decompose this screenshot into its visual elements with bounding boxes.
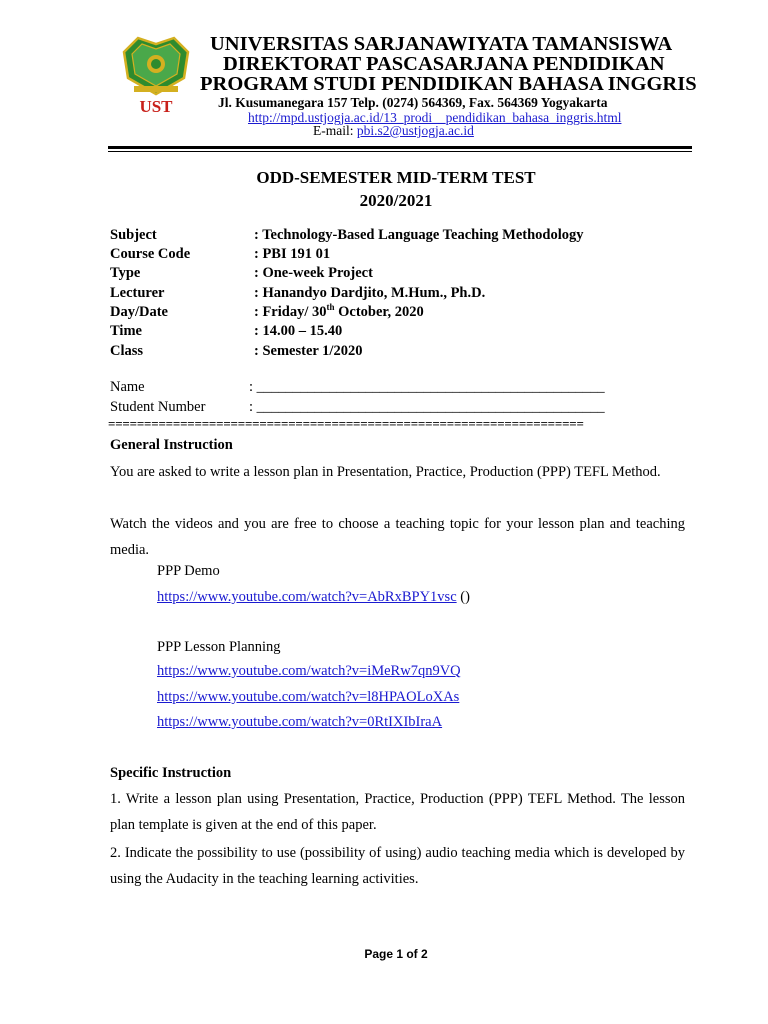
name-field[interactable]: : ________________________________________________ [249, 379, 605, 395]
email-link[interactable]: pbi.s2@ustjogja.ac.id [356, 123, 474, 138]
university-name: UNIVERSITAS SARJANAWIYATA TAMANSISWA [210, 33, 673, 55]
lecturer-label: Lecturer [110, 285, 165, 301]
header-rule-thick [108, 146, 692, 149]
ppp-planning-link-1[interactable]: https://www.youtube.com/watch?v=iMeRw7qn9VQ [157, 663, 461, 679]
ppp-demo-link[interactable]: https://www.youtube.com/watch?v=AbRxBPY1vsc [157, 589, 457, 605]
subject-value: : Technology-Based Language Teaching Methodology [254, 227, 584, 243]
name-label: Name [110, 379, 145, 395]
ppp-demo-label: PPP Demo [157, 563, 220, 579]
website-link[interactable]: http://mpd.ustjogja.ac.id/13_prodi__pendidikan_bahasa_inggris.html [248, 110, 622, 125]
type-value: : One-week Project [254, 265, 373, 281]
email-row [313, 123, 474, 139]
general-paragraph-1: You are asked to write a lesson plan in Presentation, Practice, Production (PPP) TEFL Method. [110, 464, 661, 480]
lecturer-value: : Hanandyo Dardjito, M.Hum., Ph.D. [254, 285, 486, 301]
subject-label: Subject [110, 227, 157, 243]
course-code-value: : PBI 191 01 [254, 246, 331, 262]
test-title: ODD-SEMESTER MID-TERM TEST [256, 168, 536, 187]
time-value: : 14.00 – 15.40 [254, 323, 343, 339]
class-value: : Semester 1/2020 [254, 343, 363, 359]
specific-instruction-heading: Specific Instruction [110, 765, 232, 781]
ppp-demo-suffix: () [456, 589, 470, 605]
header-rule-thin [108, 151, 692, 152]
page-number: Page 1 of 2 [364, 947, 428, 961]
email-label: E-mail: [313, 123, 357, 138]
ppp-demo-row [157, 589, 470, 606]
test-year: 2020/2021 [359, 191, 433, 210]
study-program-name: PROGRAM STUDI PENDIDIKAN BAHASA INGGRIS [200, 73, 697, 95]
class-label: Class [110, 343, 144, 359]
general-instruction-heading: General Instruction [110, 437, 233, 453]
specific-item-2: 2. Indicate the possibility to use (possibility of using) audio teaching media which is developed by using the Audacity in the teaching learning activities. [110, 845, 685, 887]
separator-line: ================================================================== [108, 416, 584, 431]
ppp-planning-link-2[interactable]: https://www.youtube.com/watch?v=l8HPAOLoXAs [157, 689, 460, 705]
specific-item-1: 1. Write a lesson plan using Presentation, Practice, Production (PPP) TEFL Method. The lesson plan template is given at the end of this paper. [110, 791, 685, 833]
course-code-label: Course Code [110, 246, 191, 262]
date-value: : Friday/ 30th October, 2020 [254, 302, 424, 320]
time-label: Time [110, 323, 142, 339]
ppp-planning-link-3[interactable]: https://www.youtube.com/watch?v=0RtIXIbIraA [157, 714, 443, 730]
university-logo [118, 34, 194, 116]
directorate-name: DIREKTORAT PASCASARJANA PENDIDIKAN [223, 53, 665, 75]
date-label: Day/Date [110, 304, 168, 320]
address: Jl. Kusumanegara 157 Telp. (0274) 564369, Fax. 564369 Yogyakarta [218, 95, 608, 110]
type-label: Type [110, 265, 141, 281]
svg-text:UST: UST [139, 97, 173, 116]
student-number-label: Student Number [110, 399, 206, 415]
student-number-field[interactable]: : ________________________________________________ [249, 399, 605, 415]
ppp-planning-label: PPP Lesson Planning [157, 639, 281, 655]
general-paragraph-2: Watch the videos and you are free to choose a teaching topic for your lesson plan and teaching media. [110, 516, 685, 558]
